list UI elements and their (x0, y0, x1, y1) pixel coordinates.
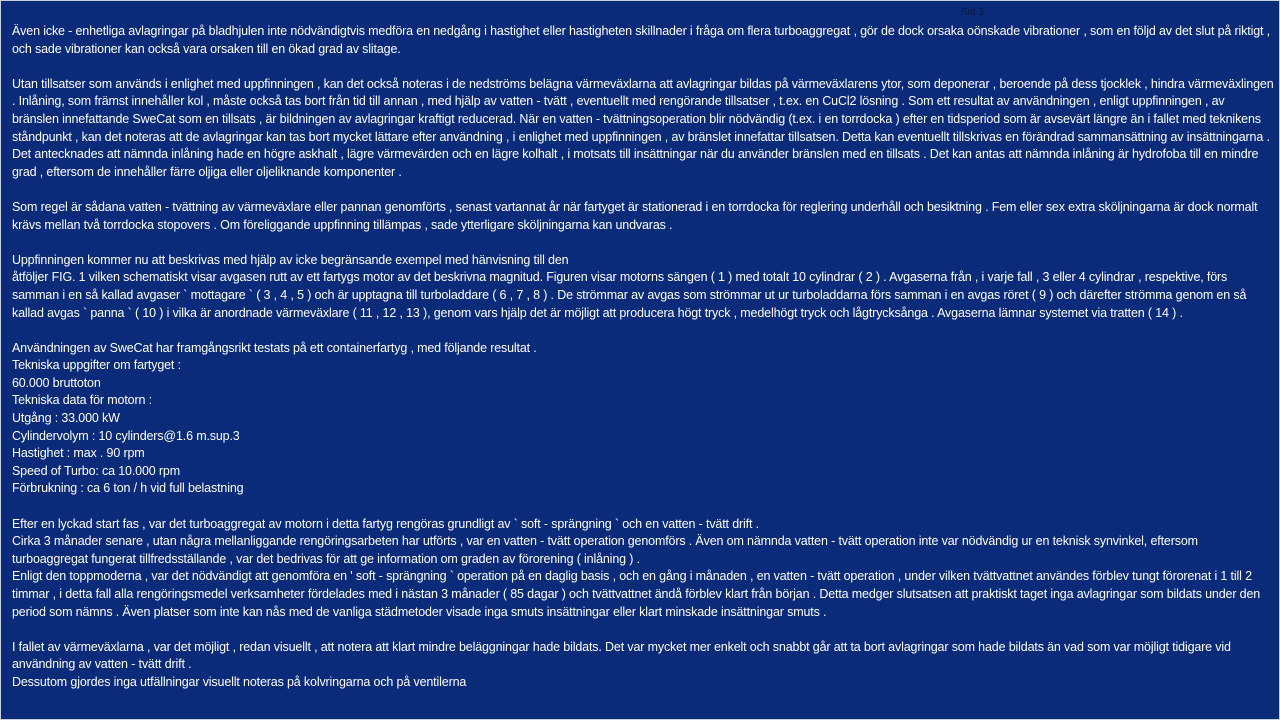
engine-cylinder-volume: Cylindervolym : 10 cylinders@1.6 m.sup.3 (12, 428, 240, 443)
page-number: Sid 3 (961, 7, 984, 18)
figure-intro-line: Uppfinningen kommer nu att beskrivas med hjälp av icke begränsande exempel med hänvisning till den (12, 252, 569, 267)
paragraph-figure-description (12, 252, 1274, 322)
ship-data-heading: Tekniska uppgifter om fartyget : (12, 358, 181, 373)
heat-exchanger-text: I fallet av värmeväxlarna , var det möjligt , redan visuellt , att notera att klart mindre beläggningar hade bildats. Det var mycket mer enkelt och snabbt går att ta bort avlagringar som hade bildats än vad som var möjligt tidigare vid användning av vatten - tvätt drift . (12, 639, 1231, 672)
test-specifications (12, 340, 1274, 498)
paragraph-heat-exchanger-deposits: Utan tillsatser som används i enlighet med uppfinningen , kan det också noteras i de nedströms belägna värmeväxlarna att avlagringar bildas på värmeväxlarens ytor, som deponerar , beroende på dess tjocklek , hindra värmeväxlingen . Inlåning, som främst innehåller kol , måste också tas bort från tid till annan , med hjälp av vatten - tvätt , eventuellt med rengörande tillsatser , t.ex. en CuCl2 lösning . Som ett resultat av användningen , enligt uppfinningen , av bränslen innefattande SweCat som en tillsats , är bildningen av avlagringar kraftigt reducerad. När en vatten - tvättningsoperation blir nödvändig (t.ex. i en torrdocka ) efter en tidsperiod som är avsevärt längre än i fallet med teknikens ståndpunkt , kan det noteras att de avlagringar kan tas bort mycket lättare efter användning , i enlighet med uppfinningen , av bränslet innefattar tillsatsen. Detta kan eventuellt tillskrivas en förändrad sammansättning av insättningarna . Det antecknades att nämnda inlåning hade en högre askhalt , lägre värmevärden och en lägre kolhalt , i motsats till insättningar när du använder bränslen med en tillsats . Det kan antas att nämnda inlåning är hydrofoba till en mindre grad , eftersom de innehåller färre oljiga eller oljeliknande komponenter . (12, 76, 1274, 179)
engine-data-heading: Tekniska data för motorn : (12, 393, 152, 408)
test-intro: Användningen av SweCat har framgångsrikt testats på ett containerfartyg , med följande resultat . (12, 340, 537, 355)
paragraph-water-washing: Som regel är sådana vatten - tvättning av värmeväxlare eller pannan genomförts , senast vartannat år när fartyget är stationerad i en torrdocka för reglering underhåll och besiktning . Fem eller sex extra sköljningarna är dock normalt krävs mellan två torrdocka stopovers . Om föreliggande uppfinning tillämpas , sade ytterligare sköljningarna kan undvaras . (12, 199, 1258, 232)
final-line: Dessutom gjordes inga utfällningar visuellt noteras på kolvringarna och på ventilerna (12, 674, 467, 689)
engine-speed: Hastighet : max . 90 rpm (12, 446, 145, 461)
results-three-months: Cirka 3 månader senare , utan några mellanliggande rengöringsarbeten har utförts , var en vatten - tvätt operation genomförs . Även om nämnda vatten - tvätt operation inte var nödvändig ur en teknisk synvinkel, eftersom turboaggregat fungerat tillfredsställande , var det bedrivas för att ge information om graden av förorening ( inlåning ) . (12, 534, 1198, 566)
test-results (12, 516, 1274, 622)
document-body (12, 23, 1274, 692)
engine-output: Utgång : 33.000 kW (12, 411, 120, 426)
turbo-speed: Speed of Turbo: ca 10.000 rpm (12, 463, 180, 478)
results-start-phase: Efter en lyckad start fas , var det turboaggregat av motorn i detta fartyg rengöras grundligt av ` soft - sprängning ` och en vatten - tvätt drift . (12, 516, 759, 531)
paragraph-blade-deposits: Även icke - enhetliga avlagringar på bladhjulen inte nödvändigtvis medföra en nedgång i hastighet eller hastigheten skillnader i fråga om flera turboaggregat , gör de dock orsaka oönskade vibrationer , som en följd av det slut på riktigt , och sade vibrationer kan också vara orsaken till en ökad grad av slitage. (12, 24, 1270, 56)
ship-tonnage: 60.000 bruttoton (12, 375, 101, 390)
fuel-consumption: Förbrukning : ca 6 ton / h vid full belastning (12, 481, 244, 496)
heat-exchanger-results (12, 639, 1274, 692)
figure-description-text: åtföljer FIG. 1 vilken schematiskt visar avgasen rutt av ett fartygs motor av det beskrivna magnitud. Figuren visar motorns sängen ( 1 ) med totalt 10 cylindrar ( 2 ) . Avgaserna från , i varje fall , 3 eller 4 cylindrar , respektive, förs samman i en så kallad avgaser ` mottagare ` ( 3 , 4 , 5 ) och är upptagna till turboladdare ( 6 , 7 , 8 ) . De strömmar av avgas som strömmar ut ur turboladdarna förs samman i en avgas röret ( 9 ) och därefter strömma genom en så kallad avgas ` panna ` ( 10 ) i vilka är anordnade värmeväxlare ( 11 , 12 , 13 ), genom vars hjälp det är möjligt att producera högt tryck , medelhögt tryck och lågtrycksånga . Avgaserna lämnar systemet via tratten ( 14 ) . (12, 270, 1247, 320)
results-comparison: Enligt den toppmoderna , var det nödvändigt att genomföra en ' soft - sprängning ` operation på en daglig basis , och en gång i månaden , en vatten - tvätt operation , under vilken tvättvattnet användes förblev tungt förorenat i 1 till 2 timmar , i detta fall alla rengöringsmedel verksamheter fördelades med i nästan 3 månader ( 85 dagar ) och tvättvattnet ändå förblev klart från början . Detta medger slutsatsen att praktiskt taget inga avlagringar som bildats under den period som nämns . Även platser som inte kan nås med de vanliga städmetoder visade inga smuts insättningar eller klart minskade insättningar smuts . (12, 569, 1261, 619)
